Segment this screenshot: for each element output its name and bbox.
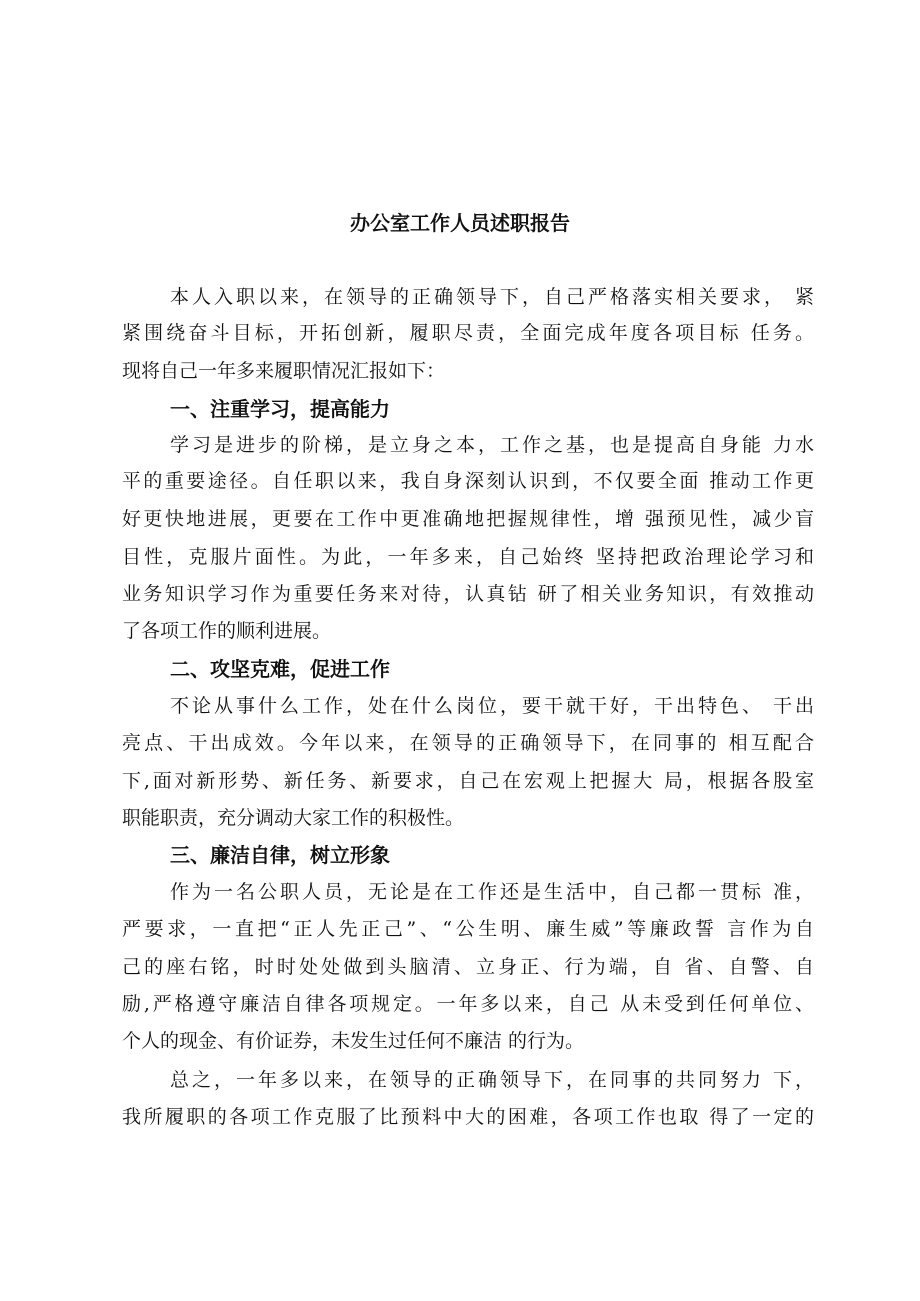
section-1-line-6: 了各项工作的顺利进展。 (122, 620, 332, 642)
section-3-line-2: 严要求，一直把“正人先正己”、“公生明、廉生威”等廉政誓 言作为自 (122, 918, 814, 940)
intro-line-2: 紧围绕奋斗目标，开拓创新，履职尽责，全面完成年度各项目标 任务。 (122, 322, 814, 344)
section-1-line-1: 学习是进步的阶梯，是立身之本，工作之基，也是提高自身能 力水 (170, 434, 814, 456)
intro-line-1: 本人入职以来，在领导的正确领导下，自己严格落实相关要求， 紧 (170, 286, 814, 308)
conclusion-line-2: 我所履职的各项工作克服了比预料中大的困难，各项工作也取 得了一定的 (122, 1106, 814, 1128)
section-2-line-2: 亮点、干出成效。今年以来，在领导的正确领导下，在同事的 相互配合 (122, 732, 814, 754)
section-2-line-1: 不论从事什么工作，处在什么岗位，要干就干好，干出特色、 干出 (170, 695, 814, 717)
section-1-line-4: 目性，克服片面性。为此，一年多来，自己始终 坚持把政治理论学习和 (122, 546, 814, 568)
intro-line-3: 现将自己一年多来履职情况汇报如下： (122, 360, 446, 382)
section-heading-3: 三、廉洁自律，树立形象 (170, 843, 390, 867)
section-1-line-3: 好更快地进展，更要在工作中更准确地把握规律性，增 强预见性，减少盲 (122, 508, 814, 530)
section-2-line-3: 下,面对新形势、新任务、新要求，自己在宏观上把握大 局，根据各股室 (122, 770, 814, 792)
section-heading-2: 二、攻坚克难，促进工作 (170, 657, 390, 681)
section-1-line-2: 平的重要途径。自任职以来，我自身深刻认识到，不仅要全面 推动工作更 (122, 470, 814, 492)
section-heading-1: 一、注重学习，提高能力 (170, 397, 390, 421)
section-3-line-5: 个人的现金、有价证券，未发生过任何不廉洁 的行为。 (122, 1030, 585, 1052)
section-2-line-4: 职能职责，充分调动大家工作的积极性。 (122, 807, 465, 829)
section-3-line-4: 励,严格遵守廉洁自律各项规定。一年多以来，自己 从未受到任何单位、 (122, 993, 814, 1015)
conclusion-line-1: 总之，一年多以来，在领导的正确领导下，在同事的共同努力 下， (170, 1069, 814, 1091)
section-3-line-3: 己的座右铭，时时处处做到头脑清、立身正、行为端，自 省、自警、自 (122, 956, 814, 978)
section-3-line-1: 作为一名公职人员，无论是在工作还是生活中，自己都一贯标 准， (170, 881, 814, 903)
section-1-line-5: 业务知识学习作为重要任务来对待，认真钻 研了相关业务知识，有效推动 (122, 583, 814, 605)
document-title: 办公室工作人员述职报告 (350, 211, 570, 235)
